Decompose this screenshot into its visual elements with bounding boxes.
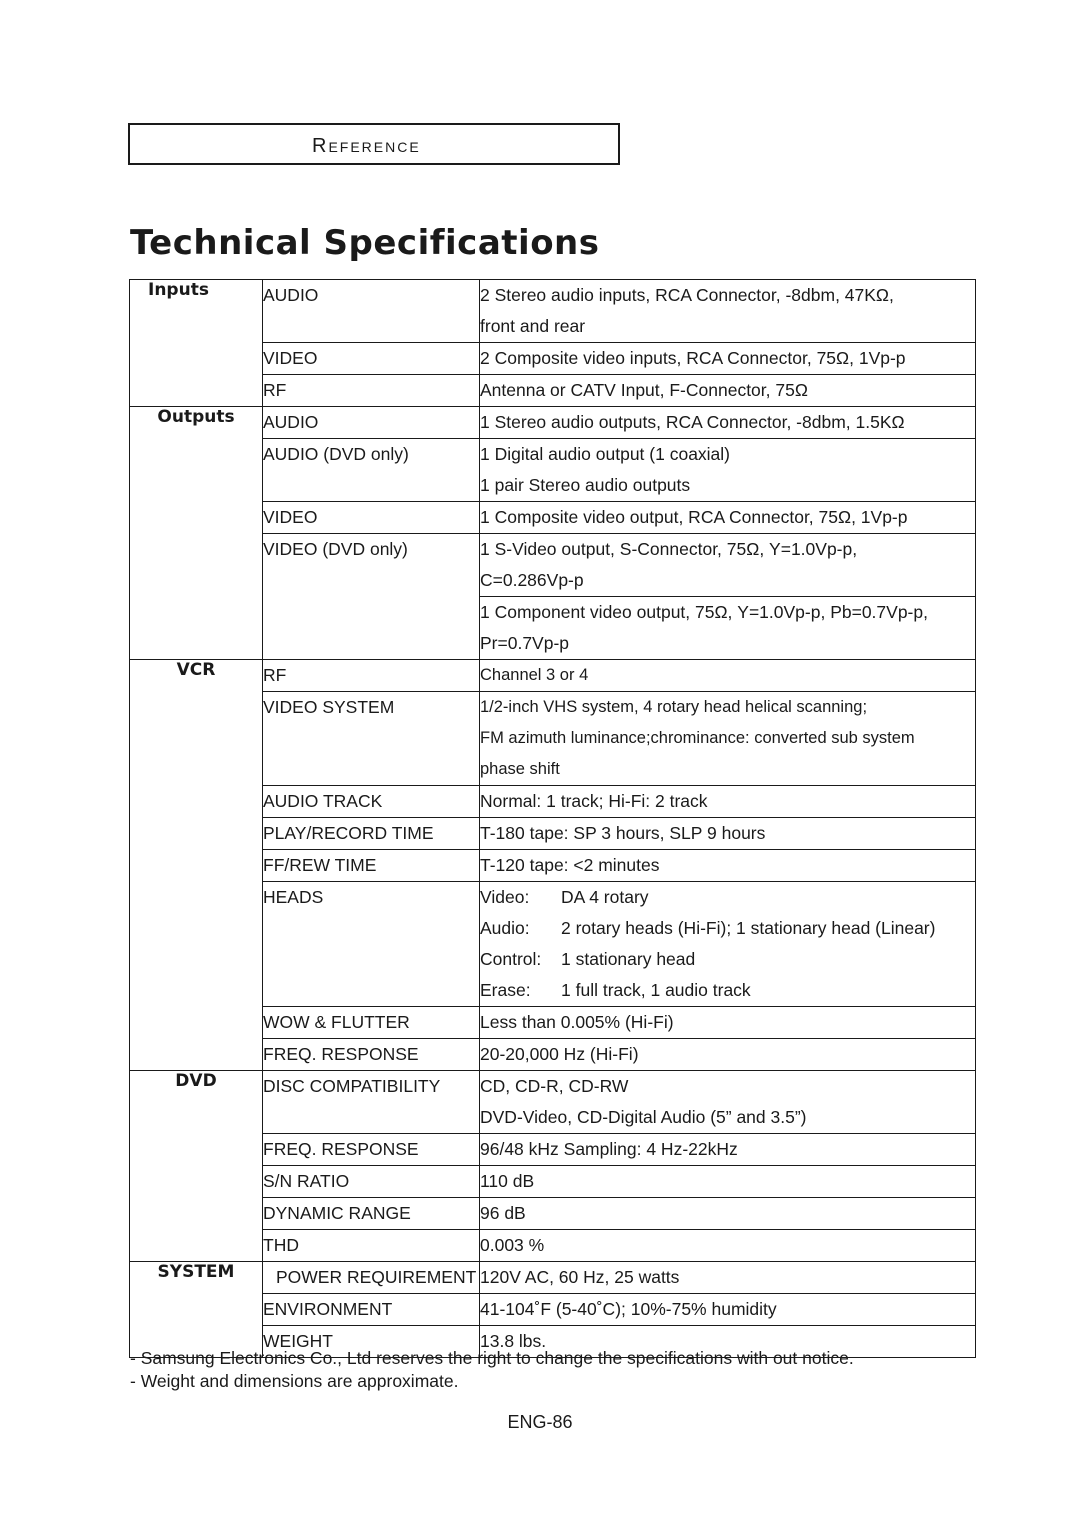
page-number: ENG-86 [507, 1412, 573, 1432]
param-name: AUDIO (DVD only) [263, 439, 480, 502]
section-label: Reference [312, 135, 421, 157]
param-name: POWER REQUIREMENT [263, 1262, 480, 1294]
param-name: WOW & FLUTTER [263, 1007, 480, 1039]
param-value: 96 dB [480, 1198, 976, 1230]
category-inputs: Inputs [130, 280, 263, 407]
spec-table [129, 279, 976, 1358]
param-value: 96/48 kHz Sampling: 4 Hz-22kHz [480, 1134, 976, 1166]
section-header-box [128, 123, 620, 165]
category-outputs: Outputs [130, 407, 263, 660]
param-value: 0.003 % [480, 1230, 976, 1262]
param-name: AUDIO [263, 280, 480, 343]
param-name: RF [263, 375, 480, 407]
table-row [130, 1071, 976, 1134]
param-value: Normal: 1 track; Hi-Fi: 2 track [480, 786, 976, 818]
param-value: 2 Stereo audio inputs, RCA Connector, -8dbm, 47KΩ, front and rear [480, 280, 976, 343]
param-value: 13.8 lbs. [480, 1326, 976, 1358]
param-value: 1 Composite video output, RCA Connector, 75Ω, 1Vp-p [480, 502, 976, 534]
param-name: ENVIRONMENT [263, 1294, 480, 1326]
param-value: 1 Stereo audio outputs, RCA Connector, -8dbm, 1.5KΩ [480, 407, 976, 439]
param-name: FREQ. RESPONSE [263, 1039, 480, 1071]
param-name: WEIGHT [263, 1326, 480, 1358]
param-value: 110 dB [480, 1166, 976, 1198]
param-value: Channel 3 or 4 [480, 660, 976, 692]
param-value: 41-104˚F (5-40˚C); 10%-75% humidity [480, 1294, 976, 1326]
param-name: VIDEO [263, 502, 480, 534]
page-title: Technical Specifications [130, 223, 600, 263]
param-name: FREQ. RESPONSE [263, 1134, 480, 1166]
param-value: Video: DA 4 rotary Audio: 2 rotary heads (Hi-Fi); 1 stationary head (Linear) Control: 1 stationary head Erase: 1 full track, 1 audio track [480, 882, 976, 1007]
param-value: 120V AC, 60 Hz, 25 watts [480, 1262, 976, 1294]
param-name: AUDIO TRACK [263, 786, 480, 818]
table-row [130, 1262, 976, 1294]
category-system: SYSTEM [130, 1262, 263, 1358]
table-row [130, 280, 976, 343]
table-row [130, 407, 976, 439]
param-value: CD, CD-R, CD-RW DVD-Video, CD-Digital Audio (5” and 3.5”) [480, 1071, 976, 1134]
param-name: AUDIO [263, 407, 480, 439]
param-name: RF [263, 660, 480, 692]
param-name: S/N RATIO [263, 1166, 480, 1198]
param-name: VIDEO SYSTEM [263, 692, 480, 786]
param-name: DISC COMPATIBILITY [263, 1071, 480, 1134]
param-value: T-120 tape: <2 minutes [480, 850, 976, 882]
param-name: DYNAMIC RANGE [263, 1198, 480, 1230]
param-name: VIDEO (DVD only) [263, 534, 480, 660]
footnote: - Samsung Electronics Co., Ltd reserves the right to change the specifications with out notice. [130, 1348, 854, 1368]
footnotes [130, 1347, 854, 1393]
param-name: PLAY/RECORD TIME [263, 818, 480, 850]
param-value: 20-20,000 Hz (Hi-Fi) [480, 1039, 976, 1071]
param-value: 1 Digital audio output (1 coaxial) 1 pair Stereo audio outputs [480, 439, 976, 502]
param-name: FF/REW TIME [263, 850, 480, 882]
category-dvd: DVD [130, 1071, 263, 1262]
param-value: 1 S-Video output, S-Connector, 75Ω, Y=1.0Vp-p, C=0.286Vp-p [480, 534, 976, 597]
param-value: T-180 tape: SP 3 hours, SLP 9 hours [480, 818, 976, 850]
param-value: Less than 0.005% (Hi-Fi) [480, 1007, 976, 1039]
param-name: VIDEO [263, 343, 480, 375]
param-name: THD [263, 1230, 480, 1262]
param-value: Antenna or CATV Input, F-Connector, 75Ω [480, 375, 976, 407]
table-row [130, 660, 976, 692]
param-name: HEADS [263, 882, 480, 1007]
param-value: 1 Component video output, 75Ω, Y=1.0Vp-p, Pb=0.7Vp-p, Pr=0.7Vp-p [480, 597, 976, 660]
param-value: 1/2-inch VHS system, 4 rotary head helical scanning; FM azimuth luminance;chrominance: converted sub system phase shift [480, 692, 976, 786]
category-vcr: VCR [130, 660, 263, 1071]
param-value: 2 Composite video inputs, RCA Connector, 75Ω, 1Vp-p [480, 343, 976, 375]
footnote: - Weight and dimensions are approximate. [130, 1371, 459, 1391]
